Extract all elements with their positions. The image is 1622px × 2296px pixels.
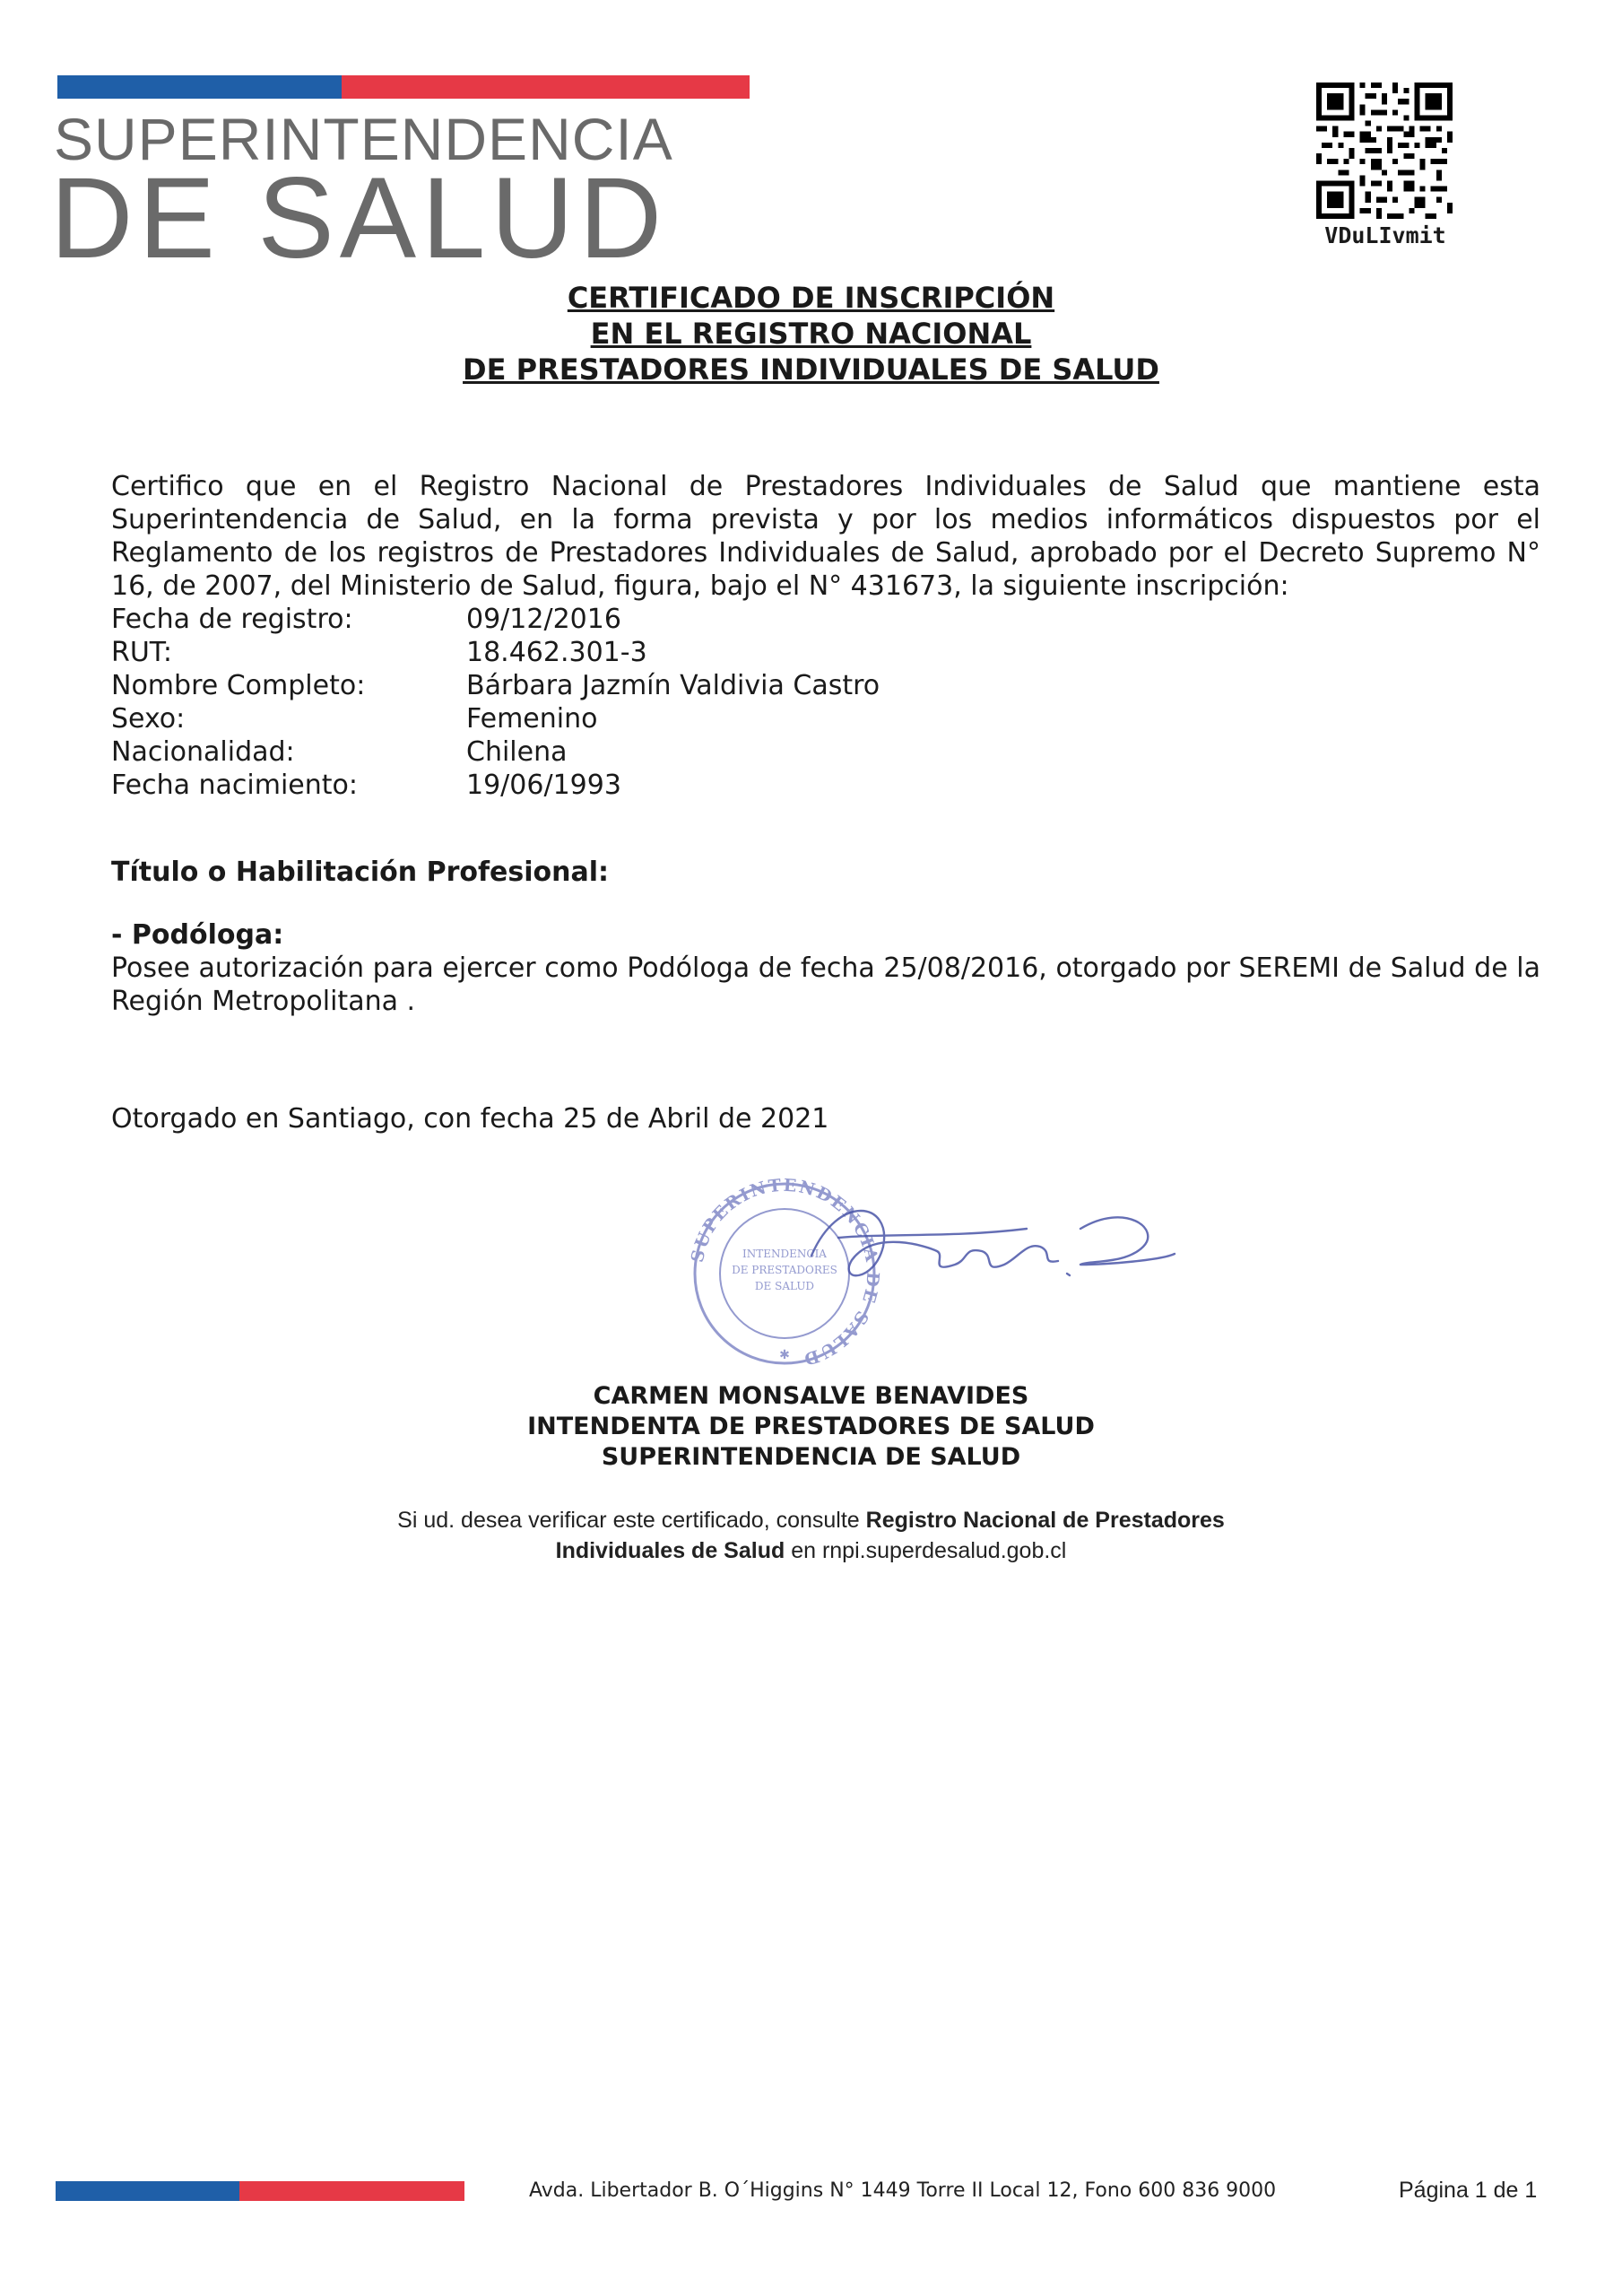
footer-bar-blue	[56, 2181, 239, 2201]
title-line-3: DE PRESTADORES INDIVIDUALES DE SALUD	[463, 352, 1159, 387]
logo-line1: SUPERINTENDENCIA	[54, 106, 673, 172]
title-line-1: CERTIFICADO DE INSCRIPCIÓN	[567, 281, 1055, 315]
field-row	[111, 735, 880, 769]
qr-verification-code: VDuLIvmit	[1324, 222, 1446, 248]
field-row	[111, 636, 880, 669]
signer-role: INTENDENTA DE PRESTADORES DE SALUD	[527, 1413, 1095, 1440]
field-label: Nombre Completo:	[111, 670, 366, 701]
field-label: Sexo:	[111, 703, 186, 735]
signer-organization: SUPERINTENDENCIA DE SALUD	[601, 1443, 1021, 1471]
svg-text:INTENDENCIA: INTENDENCIA	[742, 1248, 827, 1260]
profession-heading: Título o Habilitación Profesional:	[111, 857, 609, 888]
field-value: Femenino	[466, 703, 598, 735]
verify-suffix: en rnpi.superdesalud.gob.cl	[785, 1538, 1067, 1563]
footer-bar-red	[239, 2181, 464, 2201]
profession-description: Posee autorización para ejercer como Podóloga de fecha 25/08/2016, otorgado por SEREMI de Salud de la Región Metropolitana .	[111, 952, 1540, 1017]
stamp-ring-text: SUPERINTENDENCIA DE SALUD	[687, 1175, 883, 1370]
field-label: Nacionalidad:	[111, 736, 295, 768]
logo-line2: DE SALUD	[50, 154, 668, 283]
field-label: Fecha de registro:	[111, 604, 353, 635]
field-row	[111, 669, 880, 702]
field-value: 19/06/1993	[466, 770, 621, 801]
verify-registry-name: Registro Nacional de Prestadores	[865, 1508, 1225, 1533]
profession-name: - Podóloga:	[111, 919, 284, 951]
field-row	[111, 769, 880, 802]
granted-statement: Otorgado en Santiago, con fecha 25 de Abril de 2021	[111, 1103, 829, 1135]
field-value: Bárbara Jazmín Valdivia Castro	[466, 670, 880, 701]
logo-color-bar	[57, 75, 750, 99]
signer-name: CARMEN MONSALVE BENAVIDES	[593, 1382, 1029, 1410]
certification-paragraph: Certifico que en el Registro Nacional de Prestadores Individuales de Salud que mantiene esta Superintendencia de Salud, en la forma prevista y por los medios informáticos dispuestos por el Reglamento de los registros de Prestadores Individuales de Salud, aprobado por el Decreto Supremo N° 16, de 2007, del Ministerio de Salud, figura, bajo el N° 431673, la siguiente inscripción:	[111, 471, 1540, 602]
logo-bar-red	[342, 75, 750, 99]
field-value: 18.462.301-3	[466, 637, 647, 668]
registration-fields	[111, 603, 880, 802]
svg-text:DE SALUD: DE SALUD	[754, 1280, 815, 1292]
title-line-2: EN EL REGISTRO NACIONAL	[590, 317, 1032, 351]
svg-text:DE PRESTADORES: DE PRESTADORES	[732, 1264, 837, 1276]
field-label: RUT:	[111, 637, 172, 668]
official-stamp-signature	[659, 1175, 1179, 1372]
field-row	[111, 702, 880, 735]
verify-prefix: Si ud. desea verificar este certificado, consulte	[397, 1508, 866, 1533]
svg-text:✱: ✱	[779, 1348, 790, 1362]
footer-address: Avda. Libertador B. O´Higgins N° 1449 Torre II Local 12, Fono 600 836 9000	[529, 2179, 1277, 2202]
field-label: Fecha nacimiento:	[111, 770, 358, 801]
field-row	[111, 603, 880, 636]
field-value: 09/12/2016	[466, 604, 621, 635]
qr-code-icon	[1316, 83, 1453, 219]
logo-bar-blue	[57, 75, 342, 99]
verify-registry-name-2: Individuales de Salud	[555, 1538, 785, 1563]
field-value: Chilena	[466, 736, 568, 768]
verification-note	[0, 1505, 1622, 1566]
signer-block	[0, 1381, 1622, 1473]
certificate-title	[0, 280, 1622, 387]
footer-color-bar	[56, 2181, 464, 2201]
page-number: Página 1 de 1	[1399, 2178, 1538, 2203]
